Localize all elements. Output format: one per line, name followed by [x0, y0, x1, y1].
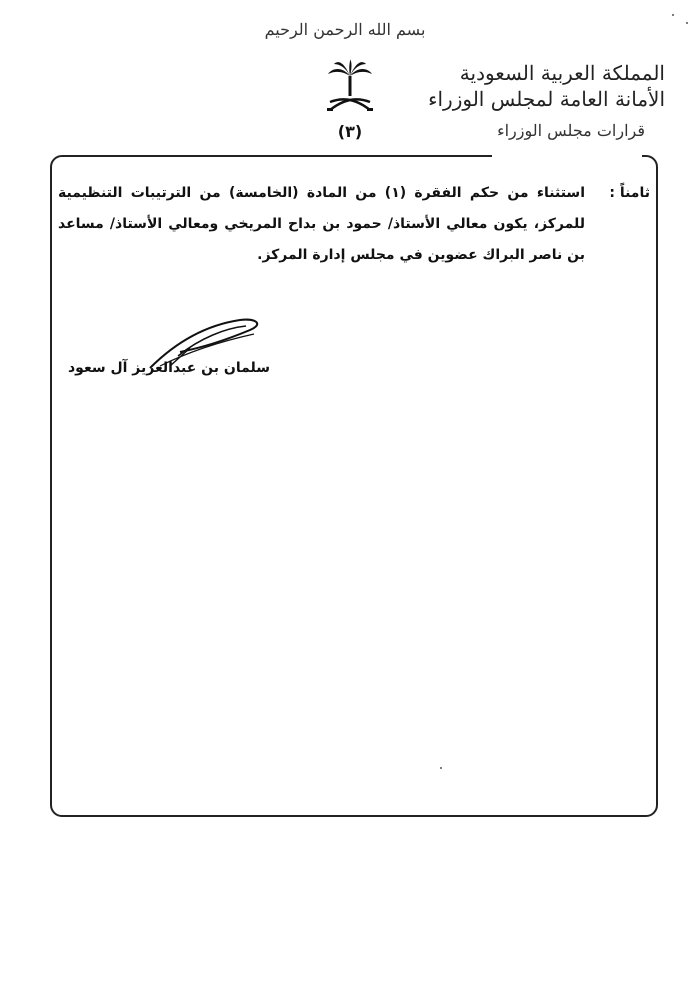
secretariat-title: الأمانة العامة لمجلس الوزراء	[428, 87, 665, 111]
clause-label: ثامناً :	[609, 185, 650, 201]
saudi-emblem-icon	[318, 58, 382, 122]
basmala: بسم الله الرحمن الرحيم	[264, 20, 426, 39]
letterhead	[428, 60, 665, 142]
signatory-name: سلمان بن عبدالعزيز آل سعود	[67, 360, 270, 376]
clause-eighth	[58, 178, 650, 271]
page-number: (٣)	[337, 122, 363, 141]
clause-text: استثناء من حكم الفقرة (١) من المادة (الخامسة) من الترتيبات التنظيمية للمركز، يكون معالي الأستاذ/ حمود بن بداح المريخي ومعالي الأستاذ/ مساعد بن ناصر البراك عضوين في مجلس إدارة المركز.	[58, 185, 585, 263]
document-type: قرارات مجلس الوزراء	[497, 121, 645, 140]
kingdom-title: المملكة العربية السعودية	[459, 61, 665, 85]
frame-header-gap	[492, 150, 642, 162]
scan-speck	[686, 22, 688, 24]
clause-row	[58, 178, 650, 271]
scan-speck	[672, 14, 674, 16]
scan-speck	[440, 767, 442, 769]
